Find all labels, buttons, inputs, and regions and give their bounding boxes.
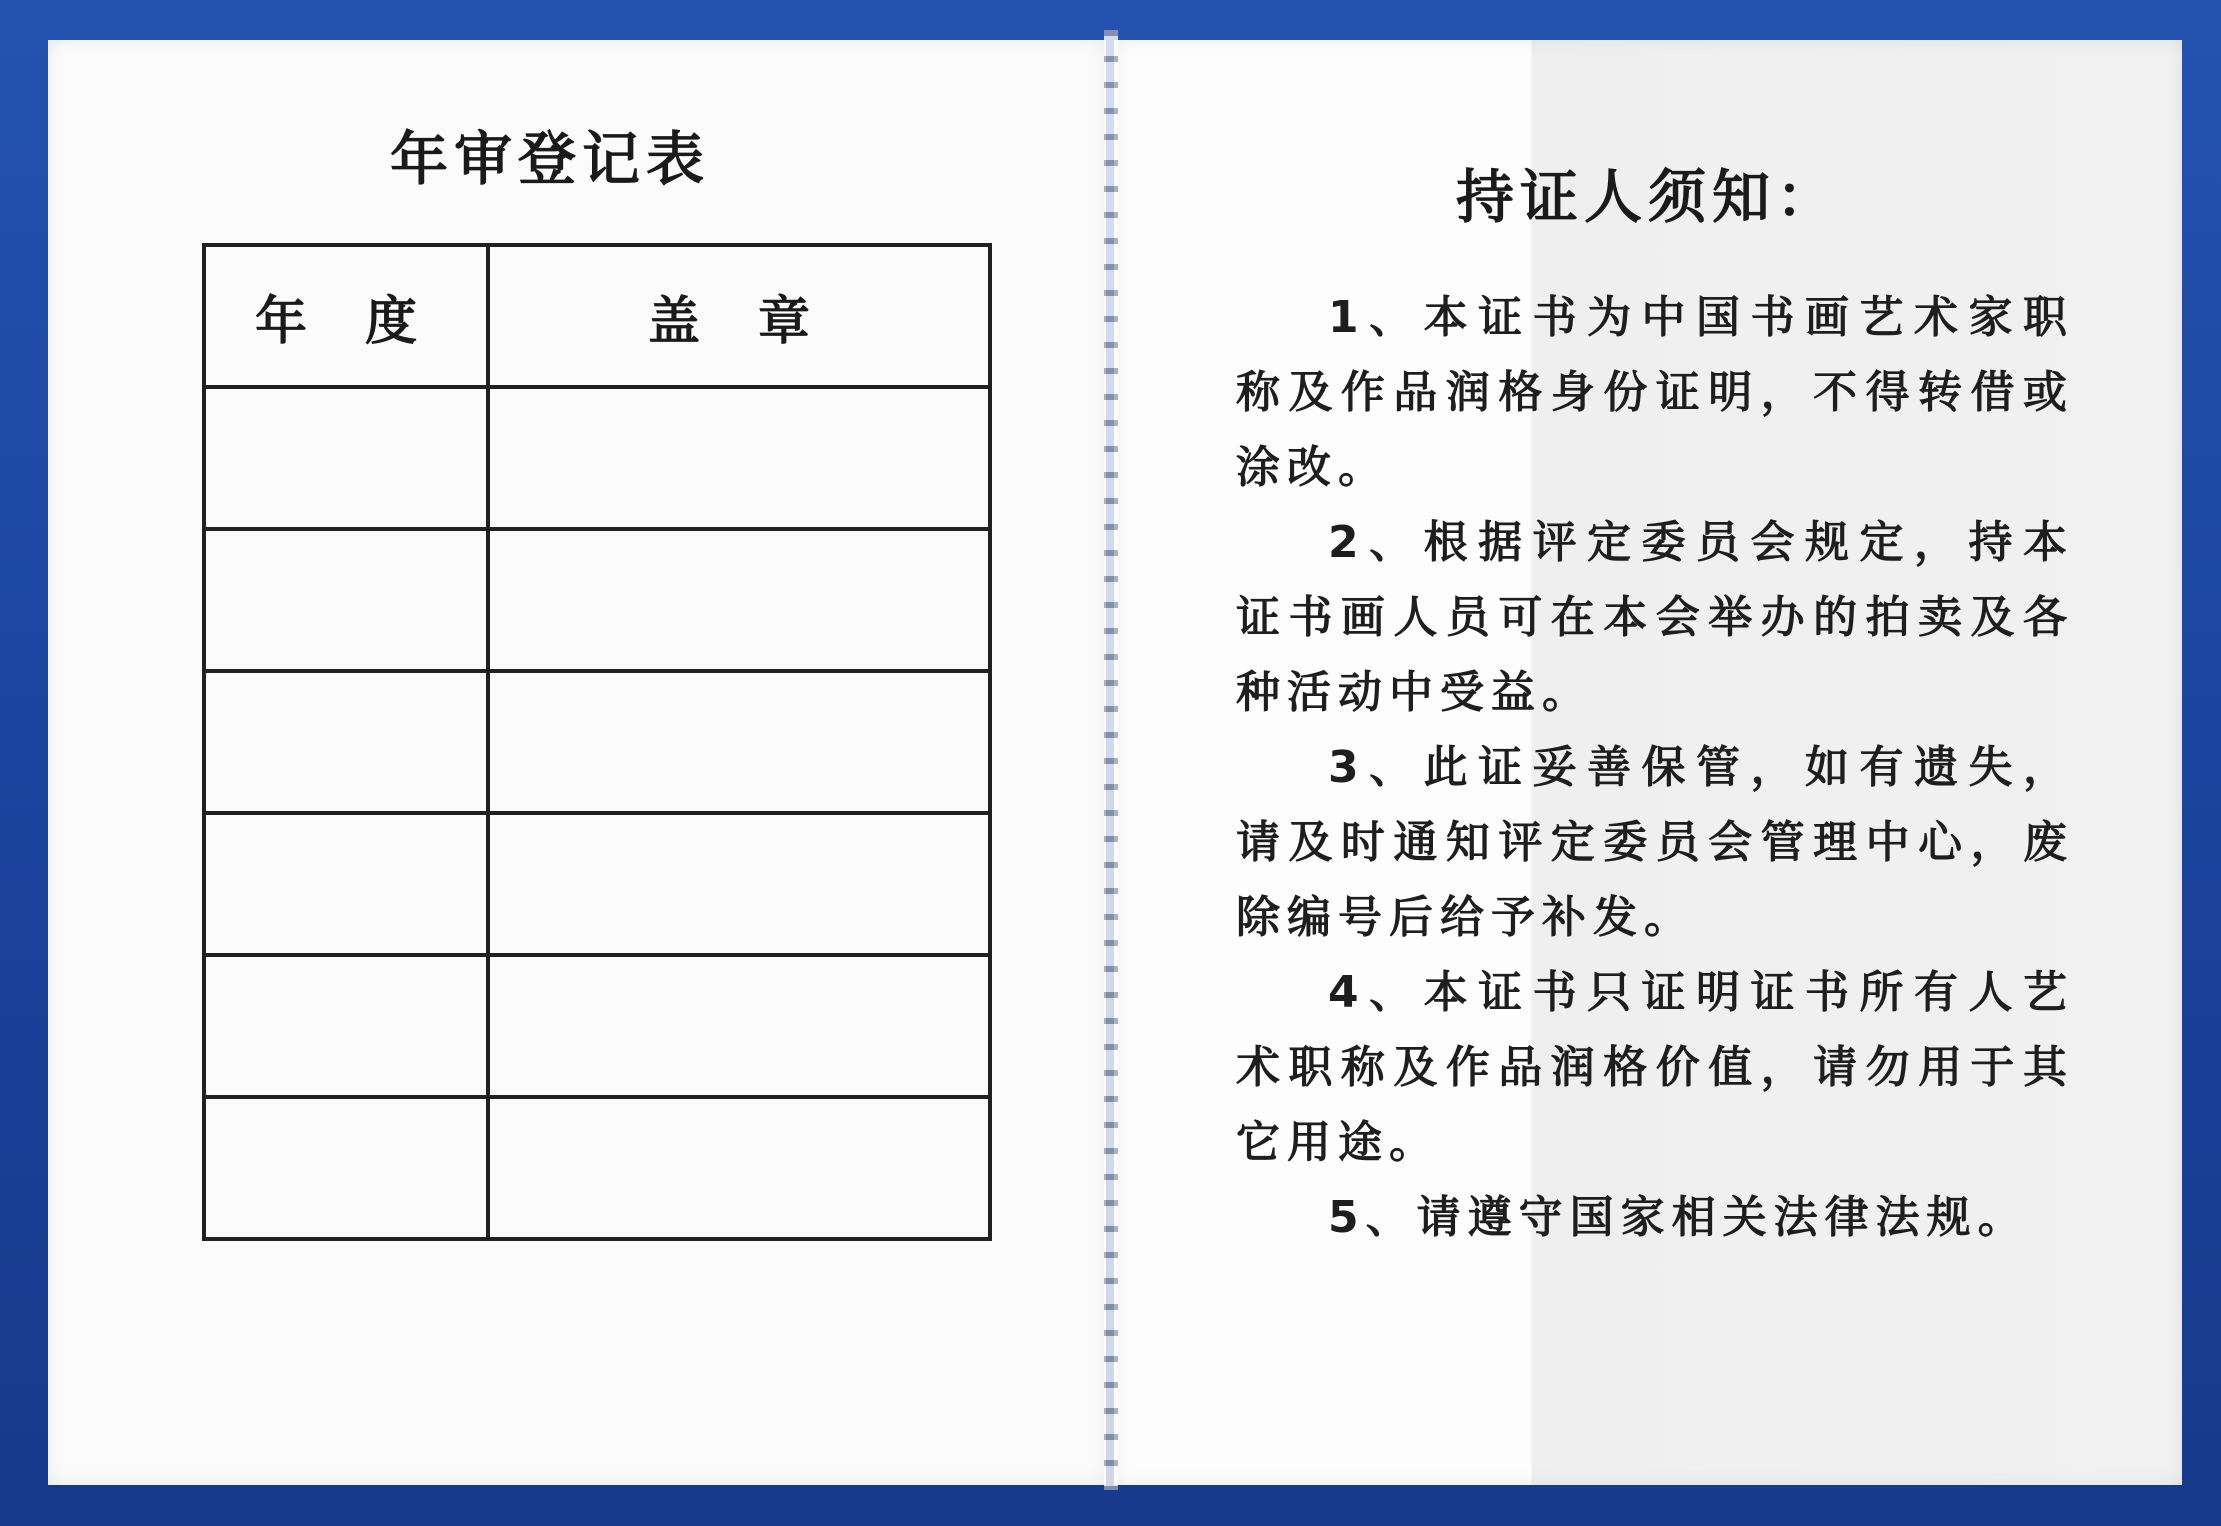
holder-notice-list [1236,280,2074,1255]
table-row [204,671,990,813]
notice-item-5: 5、请遵守国家相关法律法规。 [1328,1192,2029,1243]
table-row [204,387,990,529]
year-cell [204,813,488,955]
notice-item-2: 2、根据评定委员会规定，持本证书画人员可在本会举办的拍卖及各种活动中受益。 [1236,517,2074,718]
stamp-cell [488,813,990,955]
year-cell [204,387,488,529]
header-stamp: 盖 章 [488,245,990,387]
notice-item-3: 3、此证妥善保管，如有遗失，请及时通知评定委员会管理中心，废除编号后给予补发。 [1236,742,2074,943]
table-row [204,1097,990,1239]
stamp-cell [488,1097,990,1239]
booklet-spine-stitching [1104,30,1118,1490]
table-row [204,529,990,671]
stamp-cell [488,387,990,529]
stamp-cell [488,671,990,813]
table-row [204,955,990,1097]
header-year: 年 度 [204,245,488,387]
stamp-cell [488,529,990,671]
notice-item-1: 1、本证书为中国书画艺术家职称及作品润格身份证明，不得转借或涂改。 [1236,292,2074,493]
year-cell [204,529,488,671]
table-header-row [204,245,990,387]
year-cell [204,1097,488,1239]
year-cell [204,955,488,1097]
table-row [204,813,990,955]
notice-item-4: 4、本证书只证明证书所有人艺术职称及作品润格价值，请勿用于其它用途。 [1236,967,2074,1168]
holder-notice-title: 持证人须知： [1455,163,1840,231]
stamp-cell [488,955,990,1097]
year-cell [204,671,488,813]
annual-review-table [202,243,992,1241]
annual-review-title: 年审登记表 [389,125,710,193]
